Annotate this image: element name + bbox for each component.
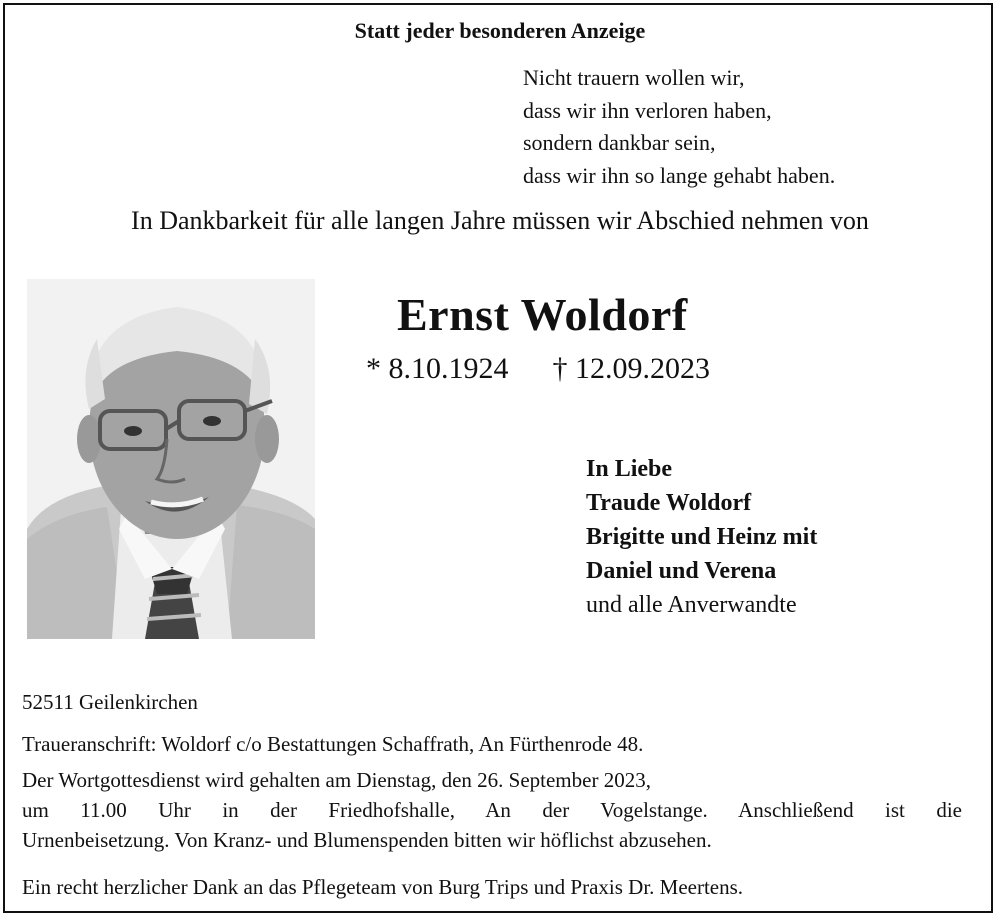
- intro-text: In Dankbarkeit für alle langen Jahre müssen wir Abschied nehmen von: [131, 206, 869, 235]
- service-line: Der Wortgottesdienst wird gehalten am Dienstag, den 26. September 2023,: [22, 768, 651, 792]
- mourner-line: Daniel und Verena: [586, 558, 777, 584]
- relatives-line: und alle Anverwandte: [586, 592, 797, 618]
- service-line: Urnenbeisetzung. Von Kranz- und Blumenspenden bitten wir höflichst abzusehen.: [22, 828, 712, 852]
- poem-line: sondern dankbar sein,: [523, 130, 716, 155]
- mourner-line: In Liebe: [586, 456, 673, 482]
- poem-line: dass wir ihn so lange gehabt haben.: [523, 162, 836, 188]
- mourners: [586, 452, 817, 622]
- deceased-name: Ernst Woldorf: [397, 289, 688, 340]
- mourner-line: Traude Woldorf: [586, 490, 752, 516]
- mourning-address: Traueranschrift: Woldorf c/o Bestattungen Schaffrath, An Fürthenrode 48.: [22, 732, 644, 756]
- thanks-text: Ein recht herzlicher Dank an das Pflegeteam von Burg Trips und Praxis Dr. Meertens.: [22, 875, 744, 899]
- life-dates: [366, 352, 710, 386]
- service-paragraph: [22, 765, 962, 855]
- birth-date: * 8.10.1924: [366, 352, 509, 385]
- death-date: † 12.09.2023: [552, 352, 710, 385]
- header-title: Statt jeder besonderen Anzeige: [354, 18, 646, 43]
- mourner-line: Brigitte und Heinz mit: [586, 524, 818, 550]
- poem-line: Nicht trauern wollen wir,: [523, 65, 745, 90]
- service-line: um 11.00 Uhr in der Friedhofshalle, An der Vogelstange. Anschließend ist die: [22, 798, 962, 822]
- portrait-photo: [27, 279, 315, 639]
- poem: [523, 62, 835, 192]
- portrait-illustration: [27, 279, 315, 639]
- poem-line: dass wir ihn verloren haben,: [523, 97, 772, 123]
- location: 52511 Geilenkirchen: [22, 690, 198, 714]
